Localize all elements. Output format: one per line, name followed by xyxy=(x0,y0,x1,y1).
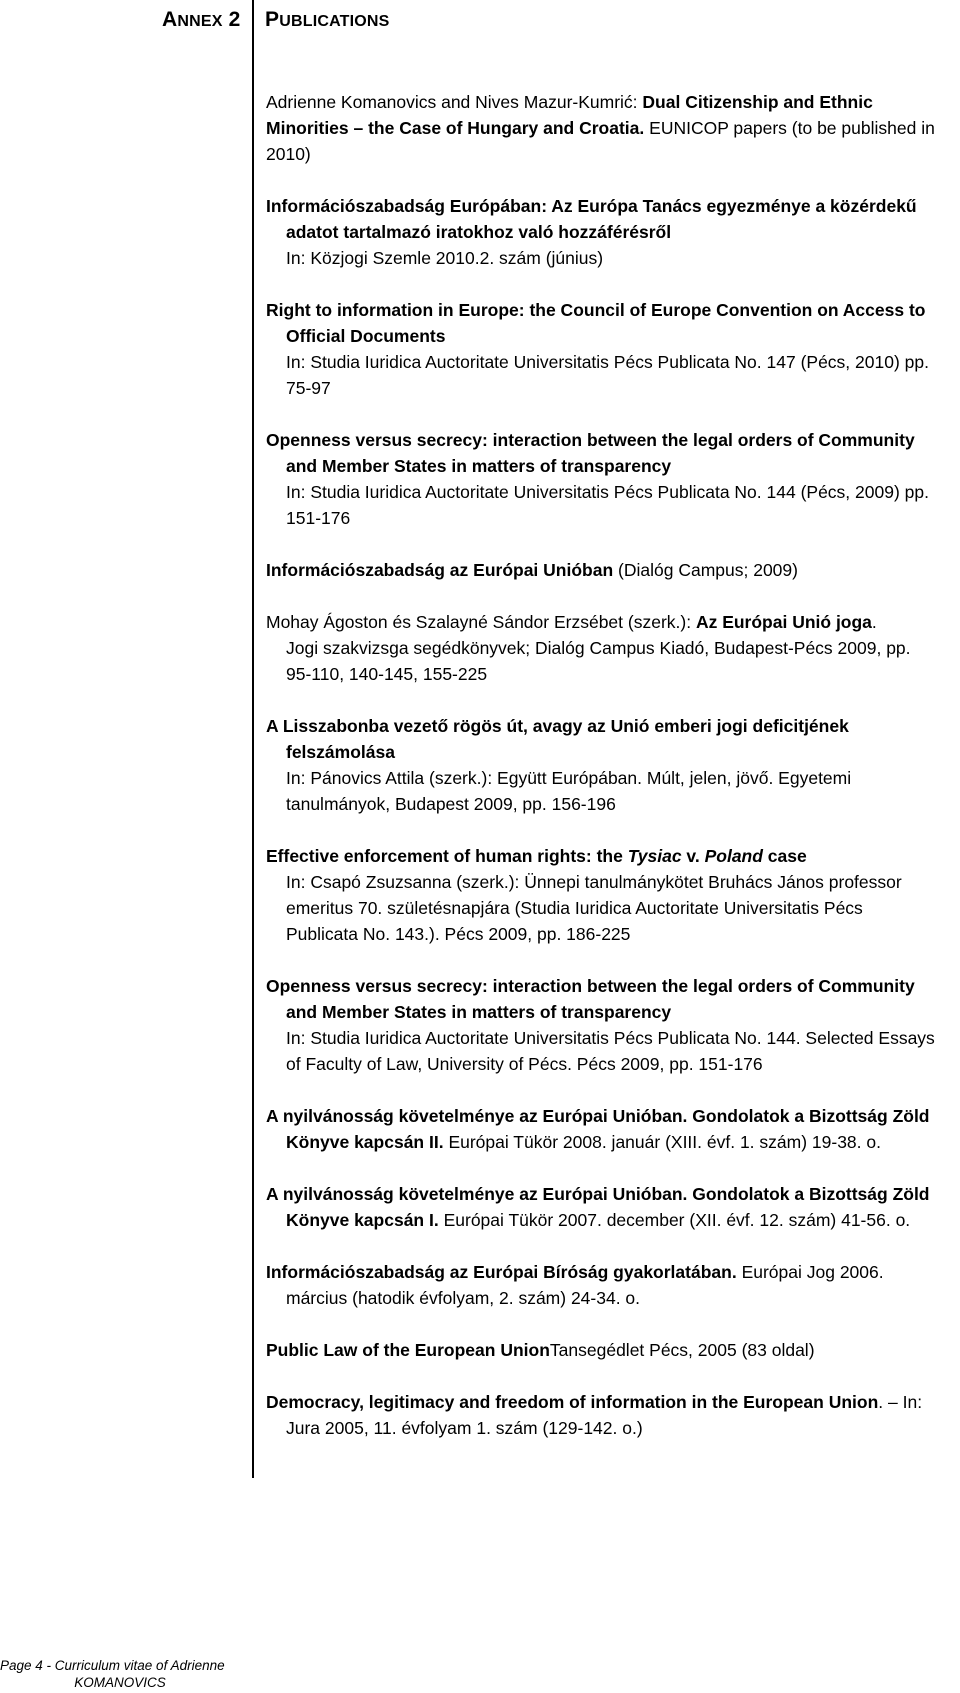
publication-entry: Információszabadság az Európai Bíróság gyakorlatában. Európai Jog 2006. március (hatodik évfolyam, 2. szám) 24-34. o. xyxy=(266,1262,884,1308)
publication-entry: Democracy, legitimacy and freedom of information in the European Union. – In: Jura 2005, 11. évfolyam 1. szám (129-142. o.) xyxy=(266,1392,923,1438)
publication-entry xyxy=(266,713,936,817)
publication-entry: A nyilvánosság követelménye az Európai Unióban. Gondolatok a Bizottság Zöld Könyve kapcsán I. Európai Tükör 2007. december (XII. évf. 12. szám) 41-56. o. xyxy=(266,1184,930,1230)
annex-heading: ANNEX 2 xyxy=(162,8,241,31)
publication-detail: In: Pánovics Attila (szerk.): Együtt Európában. Múlt, jelen, jövő. Egyetemi tanulmányok, Budapest 2009, pp. 156-196 xyxy=(286,768,852,814)
publication-title: Az Európai Unió joga xyxy=(695,612,872,632)
publication-entry xyxy=(266,193,936,271)
publication-title: A nyilvánosság követelménye az Európai Unióban. Gondolatok a Bizottság Zöld Könyve kapcsán I. xyxy=(266,1184,930,1230)
publication-title: Információszabadság az Európai Bíróság gyakorlatában. xyxy=(266,1262,737,1282)
publication-entry: A nyilvánosság követelménye az Európai Unióban. Gondolatok a Bizottság Zöld Könyve kapcsán II. Európai Tükör 2008. január (XIII. évf. 1. szám) 19-38. o. xyxy=(266,1106,930,1152)
publication-detail: In: Studia Iuridica Auctoritate Universitatis Pécs Publicata No. 144. Selected Essays of Faculty of Law, University of Pécs. Pécs 2009, pp. 151-176 xyxy=(286,1028,935,1074)
publication-title: Public Law of the European Union xyxy=(266,1340,550,1360)
publication-detail: Jogi szakvizsga segédkönyvek; Dialóg Campus Kiadó, Budapest-Pécs 2009, pp. 95-110, 140-145, 155-225 xyxy=(286,638,911,684)
publication-detail: In: Csapó Zsuzsanna (szerk.): Ünnepi tanulmánykötet Bruhács János professor emeritus 70. születésnapjára (Studia Iuridica Auctoritate Universitatis Pécs Publicata No. 143.). Pécs 2009, pp. 186-225 xyxy=(286,872,902,944)
publications-list xyxy=(266,89,936,1467)
publication-entry: Információszabadság az Európai Unióban (Dialóg Campus; 2009) xyxy=(266,560,798,580)
publication-entry xyxy=(266,297,936,401)
publication-entry: Public Law of the European UnionTansegédlet Pécs, 2005 (83 oldal) xyxy=(266,1340,815,1360)
publication-title: Right to information in Europe: the Council of Europe Convention on Access to Official Documents xyxy=(266,300,926,346)
publication-title: Effective enforcement of human rights: the Tysiac v. Poland case xyxy=(266,846,807,866)
publication-entry: Mohay Ágoston és Szalayné Sándor Erzsébet (szerk.): Az Európai Unió joga. Jogi szakvizsga segédkönyvek; Dialóg Campus Kiadó, Budapest-Pécs 2009, pp. 95-110, 140-145, 155-225 xyxy=(266,612,911,684)
publication-detail: In: Studia Iuridica Auctoritate Universitatis Pécs Publicata No. 147 (Pécs, 2010) pp. 75-97 xyxy=(286,352,929,398)
vertical-divider xyxy=(252,0,254,1478)
publication-entry xyxy=(266,973,936,1077)
publication-title: Democracy, legitimacy and freedom of information in the European Union xyxy=(266,1392,879,1412)
publication-detail: In: Közjogi Szemle 2010.2. szám (június) xyxy=(286,248,604,268)
publication-title: A Lisszabonba vezető rögös út, avagy az Unió emberi jogi deficitjének felszámolása xyxy=(266,716,849,762)
page-footer: Page 4 - Curriculum vitae of Adrienne KOMANOVICS xyxy=(0,1658,225,1690)
section-heading: PUBLICATIONS xyxy=(265,8,390,31)
publication-detail: In: Studia Iuridica Auctoritate Universitatis Pécs Publicata No. 144 (Pécs, 2009) pp. 151-176 xyxy=(286,482,929,528)
publication-entry xyxy=(266,427,936,531)
publication-title: A nyilvánosság követelménye az Európai Unióban. Gondolatok a Bizottság Zöld Könyve kapcsán II. xyxy=(266,1106,930,1152)
publication-entry: Adrienne Komanovics and Nives Mazur-Kumrić: Dual Citizenship and Ethnic Minorities – the Case of Hungary and Croatia. EUNICOP papers (to be published in 2010) xyxy=(266,92,935,164)
publication-entry xyxy=(266,843,936,947)
publication-title: Információszabadság Európában: Az Európa Tanács egyezménye a közérdekű adatot tartalmazó iratokhoz való hozzáférésről xyxy=(266,196,917,242)
publication-title: Openness versus secrecy: interaction between the legal orders of Community and Member States in matters of transparency xyxy=(266,430,915,476)
publication-title: Openness versus secrecy: interaction between the legal orders of Community and Member States in matters of transparency xyxy=(266,976,915,1022)
publication-title: Információszabadság az Európai Unióban xyxy=(266,560,614,580)
